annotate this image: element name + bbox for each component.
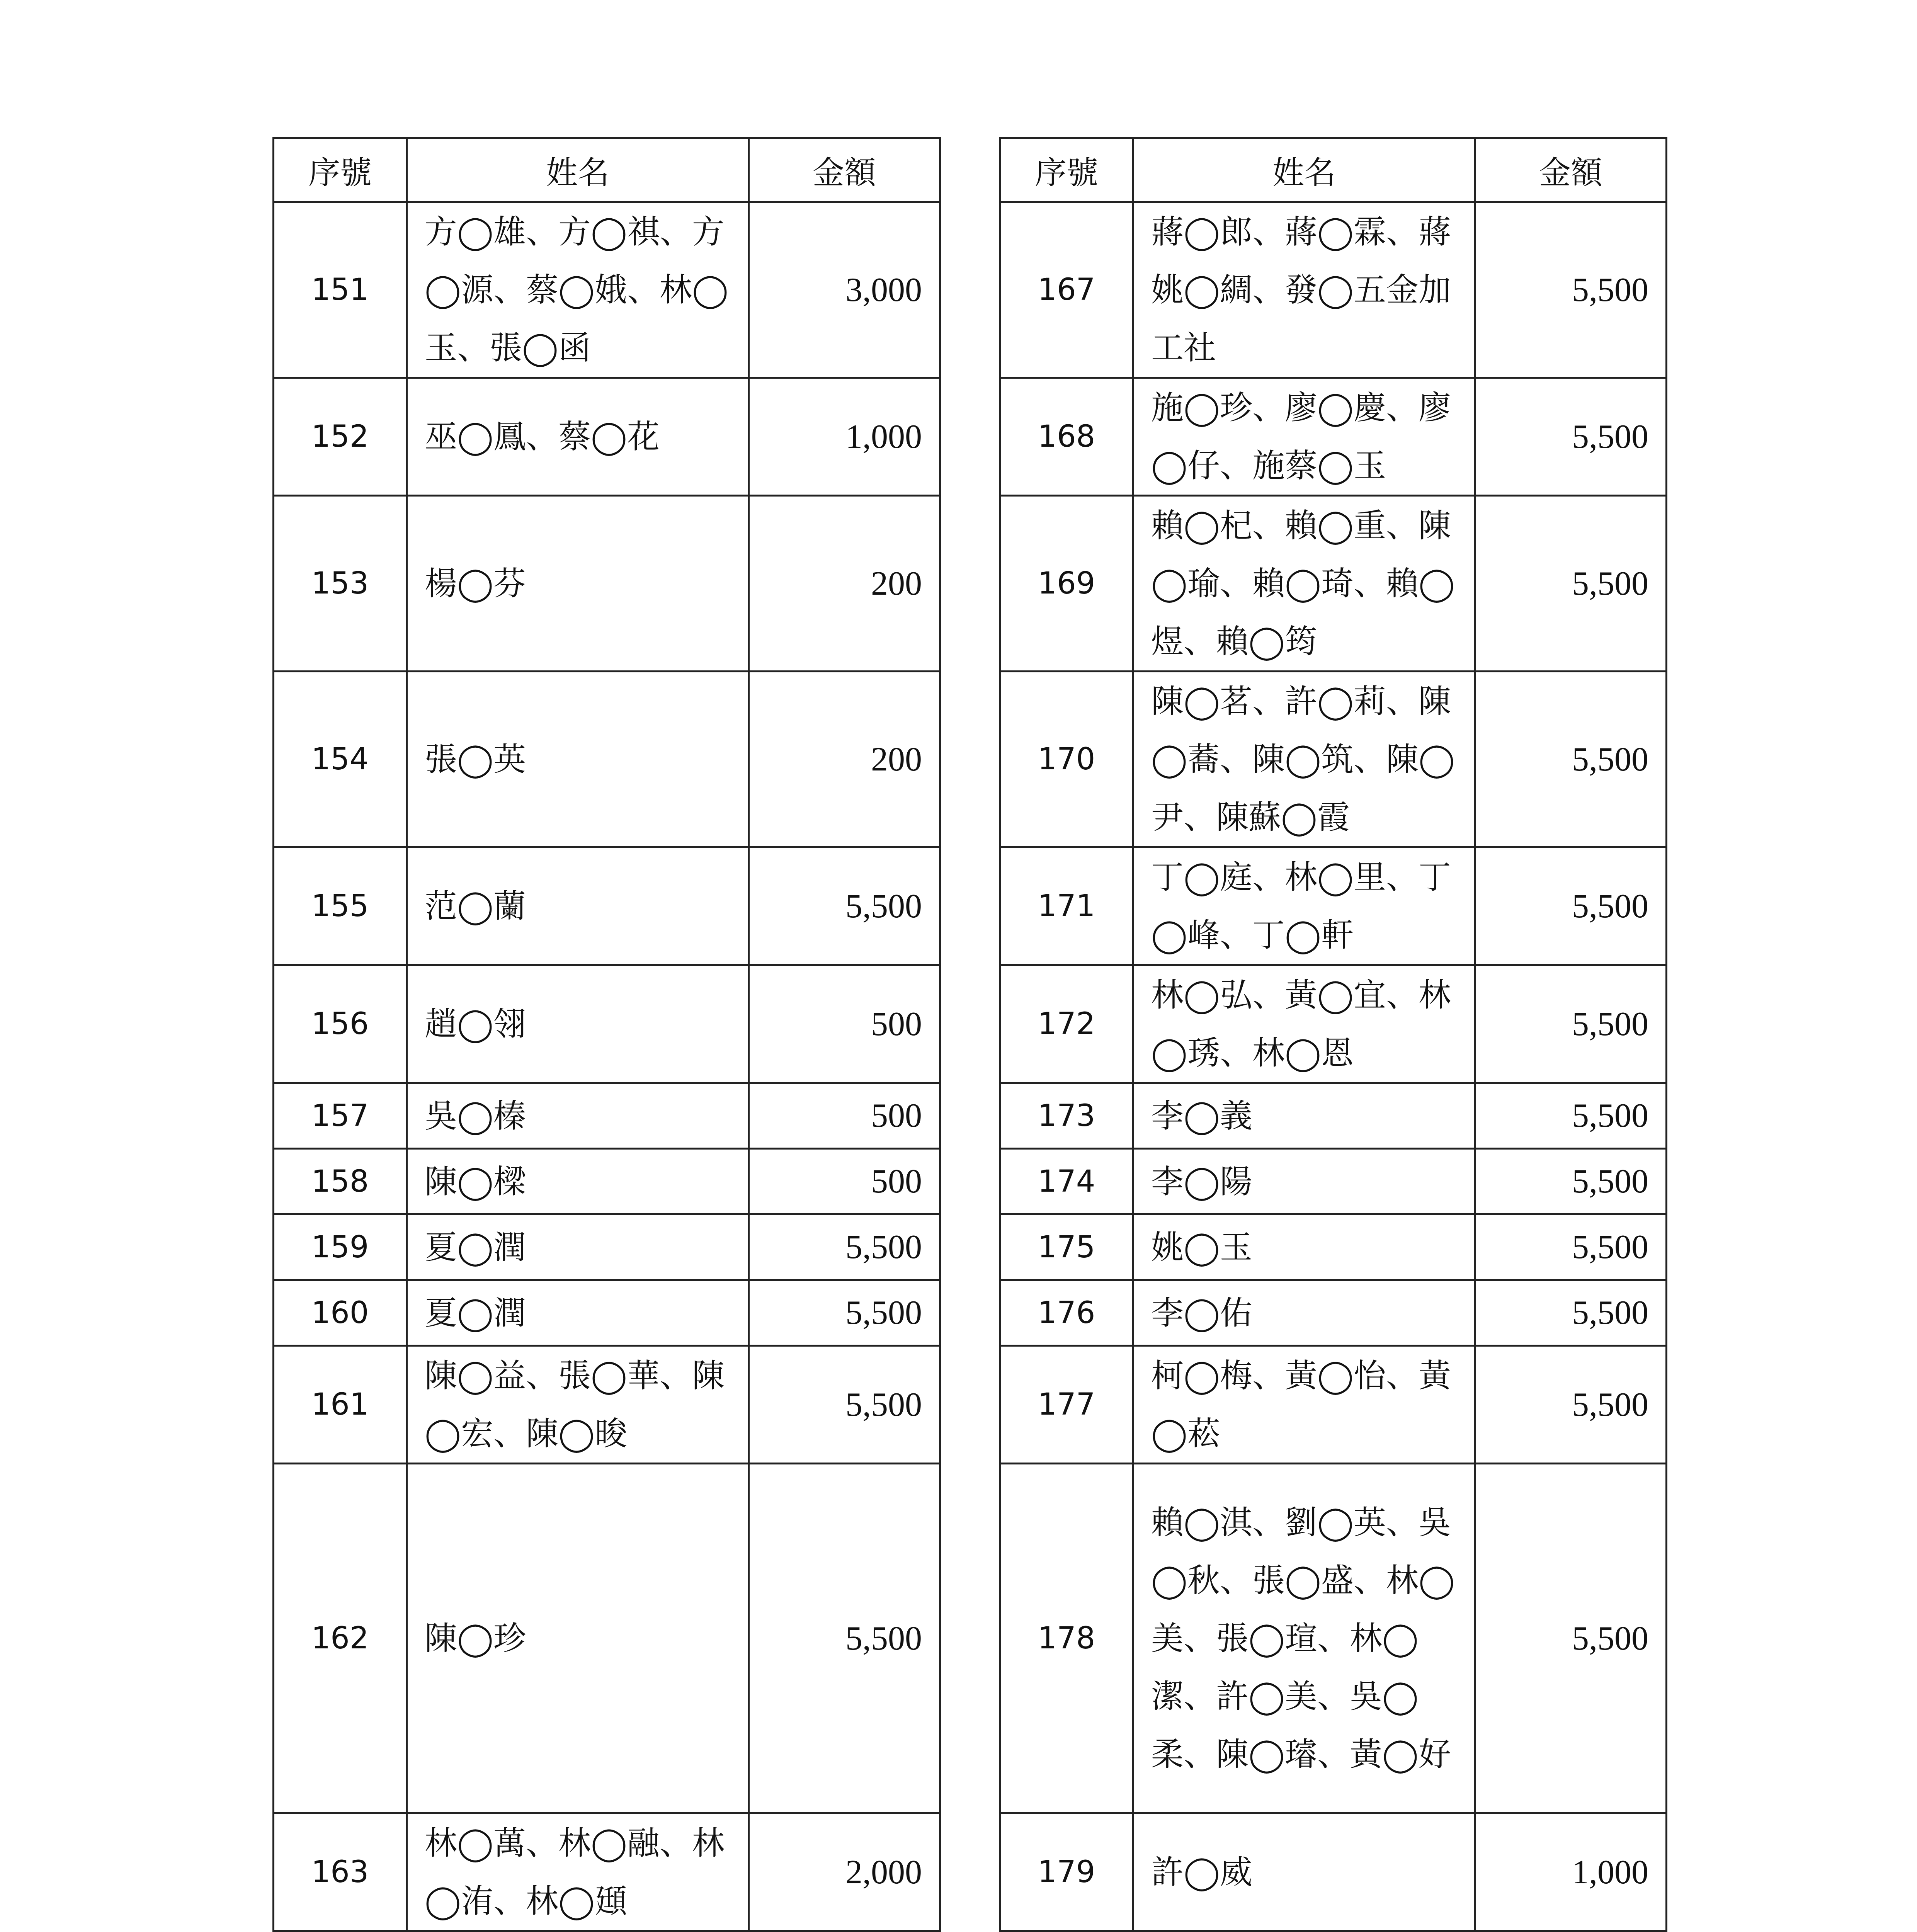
amount-cell: 500 xyxy=(749,1149,940,1214)
name-cell: 李◯義 xyxy=(1133,1083,1475,1149)
serial-number-cell: 168 xyxy=(1000,378,1133,496)
name-cell: 吳◯榛 xyxy=(407,1083,749,1149)
serial-number-cell: 172 xyxy=(1000,965,1133,1083)
amount-cell: 5,500 xyxy=(749,1464,940,1813)
serial-number-cell: 161 xyxy=(274,1346,407,1464)
amount-cell: 5,500 xyxy=(1475,1214,1667,1280)
header-serial-number: 序號 xyxy=(274,138,407,202)
amount-cell: 5,500 xyxy=(749,1346,940,1464)
serial-number-cell: 155 xyxy=(274,847,407,965)
name-cell: 林◯弘、黃◯宜、林◯琇、林◯恩 xyxy=(1133,965,1475,1083)
serial-number-cell: 179 xyxy=(1000,1813,1133,1931)
name-cell: 施◯珍、廖◯慶、廖◯仔、施蔡◯玉 xyxy=(1133,378,1475,496)
name-cell: 賴◯杞、賴◯重、陳◯瑜、賴◯琦、賴◯煜、賴◯筠 xyxy=(1133,496,1475,672)
amount-cell: 5,500 xyxy=(1475,1346,1667,1464)
header-name: 姓名 xyxy=(1133,138,1475,202)
serial-number-cell: 170 xyxy=(1000,672,1133,847)
table-row xyxy=(274,1214,940,1280)
amount-cell: 5,500 xyxy=(1475,1280,1667,1346)
table-row xyxy=(1000,1813,1667,1931)
serial-number-cell: 151 xyxy=(274,202,407,378)
table-row xyxy=(274,202,940,378)
table-row xyxy=(1000,1149,1667,1214)
amount-cell: 2,000 xyxy=(749,1813,940,1931)
name-cell: 丁◯庭、林◯里、丁◯峰、丁◯軒 xyxy=(1133,847,1475,965)
name-cell: 陳◯茗、許◯莉、陳◯蕎、陳◯筑、陳◯尹、陳蘇◯霞 xyxy=(1133,672,1475,847)
amount-cell: 1,000 xyxy=(1475,1813,1667,1931)
table-row xyxy=(274,496,940,672)
amount-cell: 5,500 xyxy=(749,1280,940,1346)
name-cell: 賴◯淇、劉◯英、吳◯秋、張◯盛、林◯美、張◯瑄、林◯潔、許◯美、吳◯柔、陳◯璿、黃◯好 xyxy=(1133,1464,1475,1813)
name-cell: 趙◯翎 xyxy=(407,965,749,1083)
serial-number-cell: 152 xyxy=(274,378,407,496)
amount-cell: 500 xyxy=(749,965,940,1083)
name-cell: 范◯蘭 xyxy=(407,847,749,965)
name-cell: 夏◯潤 xyxy=(407,1280,749,1346)
donor-table-right xyxy=(999,137,1667,1932)
serial-number-cell: 163 xyxy=(274,1813,407,1931)
serial-number-cell: 156 xyxy=(274,965,407,1083)
table-row xyxy=(1000,1214,1667,1280)
table-row xyxy=(274,672,940,847)
table-row xyxy=(1000,847,1667,965)
name-cell: 陳◯益、張◯華、陳◯宏、陳◯晙 xyxy=(407,1346,749,1464)
table-row xyxy=(1000,378,1667,496)
serial-number-cell: 171 xyxy=(1000,847,1133,965)
serial-number-cell: 167 xyxy=(1000,202,1133,378)
name-cell: 李◯陽 xyxy=(1133,1149,1475,1214)
table-row xyxy=(274,1280,940,1346)
table-row xyxy=(274,965,940,1083)
table-row xyxy=(274,1813,940,1931)
header-name: 姓名 xyxy=(407,138,749,202)
name-cell: 方◯雄、方◯祺、方◯源、蔡◯娥、林◯玉、張◯函 xyxy=(407,202,749,378)
amount-cell: 5,500 xyxy=(1475,965,1667,1083)
amount-cell: 5,500 xyxy=(749,847,940,965)
serial-number-cell: 154 xyxy=(274,672,407,847)
table-row xyxy=(1000,965,1667,1083)
serial-number-cell: 162 xyxy=(274,1464,407,1813)
amount-cell: 200 xyxy=(749,672,940,847)
name-cell: 夏◯潤 xyxy=(407,1214,749,1280)
serial-number-cell: 175 xyxy=(1000,1214,1133,1280)
table-row xyxy=(274,847,940,965)
amount-cell: 5,500 xyxy=(1475,496,1667,672)
amount-cell: 5,500 xyxy=(1475,847,1667,965)
name-cell: 巫◯鳳、蔡◯花 xyxy=(407,378,749,496)
serial-number-cell: 153 xyxy=(274,496,407,672)
table-row xyxy=(274,1149,940,1214)
name-cell: 楊◯芬 xyxy=(407,496,749,672)
name-cell: 蔣◯郎、蔣◯霖、蔣姚◯綢、發◯五金加工社 xyxy=(1133,202,1475,378)
table-header-row xyxy=(274,138,940,202)
table-row xyxy=(1000,1346,1667,1464)
table-row xyxy=(274,1083,940,1149)
amount-cell: 5,500 xyxy=(1475,1149,1667,1214)
serial-number-cell: 174 xyxy=(1000,1149,1133,1214)
serial-number-cell: 173 xyxy=(1000,1083,1133,1149)
header-amount: 金額 xyxy=(749,138,940,202)
amount-cell: 5,500 xyxy=(1475,378,1667,496)
table-row xyxy=(1000,202,1667,378)
serial-number-cell: 157 xyxy=(274,1083,407,1149)
table-row xyxy=(274,378,940,496)
serial-number-cell: 176 xyxy=(1000,1280,1133,1346)
serial-number-cell: 177 xyxy=(1000,1346,1133,1464)
name-cell: 許◯威 xyxy=(1133,1813,1475,1931)
name-cell: 林◯萬、林◯融、林◯洧、林◯頲 xyxy=(407,1813,749,1931)
name-cell: 柯◯梅、黃◯怡、黃◯菘 xyxy=(1133,1346,1475,1464)
serial-number-cell: 169 xyxy=(1000,496,1133,672)
table-row xyxy=(1000,496,1667,672)
serial-number-cell: 160 xyxy=(274,1280,407,1346)
table-header-row xyxy=(1000,138,1667,202)
amount-cell: 1,000 xyxy=(749,378,940,496)
amount-cell: 500 xyxy=(749,1083,940,1149)
serial-number-cell: 158 xyxy=(274,1149,407,1214)
serial-number-cell: 178 xyxy=(1000,1464,1133,1813)
amount-cell: 5,500 xyxy=(1475,1083,1667,1149)
table-row xyxy=(1000,1280,1667,1346)
donor-table-left xyxy=(272,137,941,1932)
table-row xyxy=(274,1464,940,1813)
table-row xyxy=(274,1346,940,1464)
table-row xyxy=(1000,1083,1667,1149)
header-amount: 金額 xyxy=(1475,138,1667,202)
serial-number-cell: 159 xyxy=(274,1214,407,1280)
name-cell: 姚◯玉 xyxy=(1133,1214,1475,1280)
amount-cell: 200 xyxy=(749,496,940,672)
table-row xyxy=(1000,672,1667,847)
amount-cell: 5,500 xyxy=(1475,202,1667,378)
name-cell: 李◯佑 xyxy=(1133,1280,1475,1346)
amount-cell: 5,500 xyxy=(1475,1464,1667,1813)
table-row xyxy=(1000,1464,1667,1813)
name-cell: 張◯英 xyxy=(407,672,749,847)
name-cell: 陳◯珍 xyxy=(407,1464,749,1813)
name-cell: 陳◯樑 xyxy=(407,1149,749,1214)
amount-cell: 5,500 xyxy=(1475,672,1667,847)
amount-cell: 3,000 xyxy=(749,202,940,378)
amount-cell: 5,500 xyxy=(749,1214,940,1280)
header-serial-number: 序號 xyxy=(1000,138,1133,202)
